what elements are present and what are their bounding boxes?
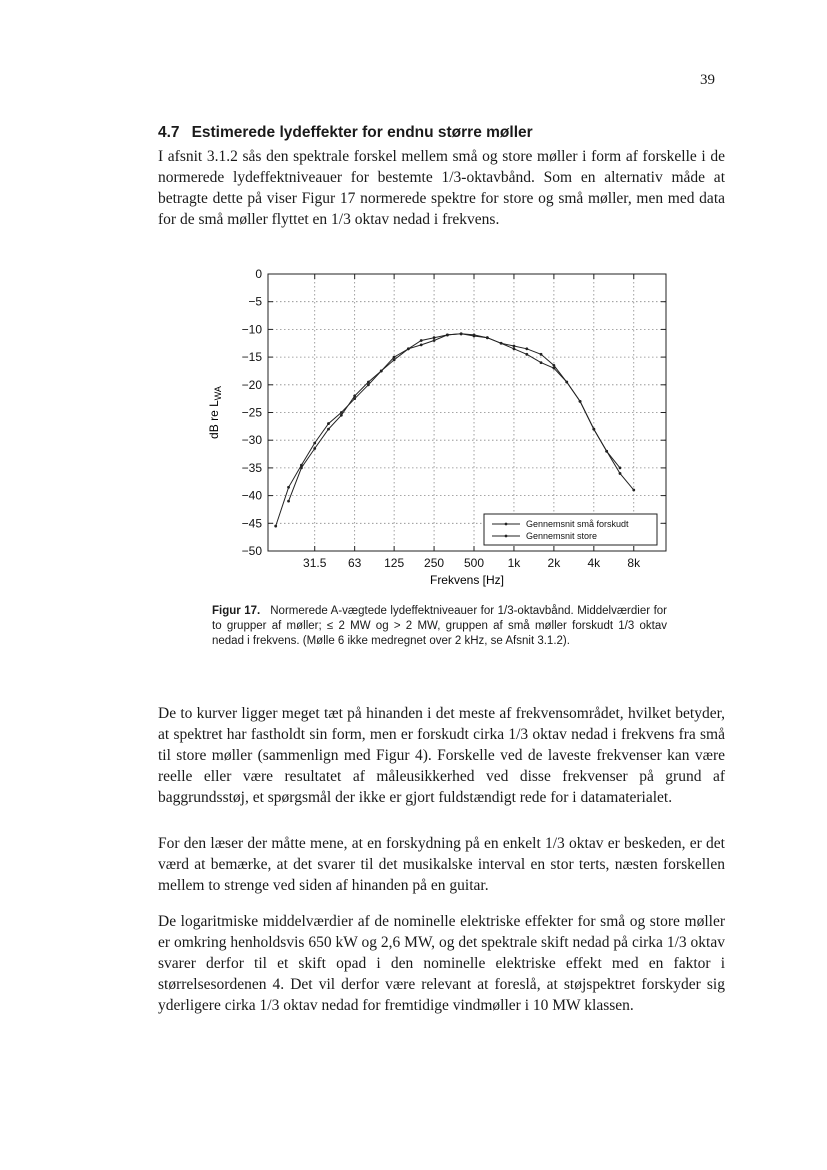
x-tick-label: 2k: [547, 556, 561, 570]
data-point: [287, 486, 290, 489]
data-point: [327, 428, 330, 431]
data-point: [525, 347, 528, 350]
legend-label: Gennemsnit store: [526, 531, 598, 541]
data-point: [433, 339, 436, 342]
data-point: [300, 467, 303, 470]
data-point: [393, 356, 396, 359]
grid: [268, 274, 666, 551]
series-layer: [274, 332, 635, 527]
data-point: [540, 361, 543, 364]
section-heading: [158, 124, 533, 142]
data-point: [420, 339, 423, 342]
data-point: [393, 358, 396, 361]
spectrum-chart: [196, 262, 676, 592]
paragraph-intro: I afsnit 3.1.2 sås den spektrale forskel mellem små og store møller i form af forskelle i de normerede lydeffektniveauer for bestemte 1/3-oktavbånd. Som en alternativ måde at betragte dette på viser Figur 17 normerede spektre for store og små møller, men med data for de små møller flyttet en 1/3 oktav nedad i frekvens.: [158, 148, 725, 228]
y-tick-label: −20: [241, 377, 262, 392]
y-tick-label: −25: [241, 405, 262, 420]
legend-marker: [505, 523, 508, 526]
y-tick-label: −5: [248, 294, 262, 309]
legend-marker: [505, 535, 508, 538]
x-tick-label: 31.5: [303, 556, 327, 570]
data-point: [540, 353, 543, 356]
paragraph-power-scaling: De logaritmiske middelværdier af de nominelle elektriske effekter for små og store møller er omkring henholdsvis 650 kW og 2,6 MW, og det spektrale skift nedad på cirka 1/3 oktav svarer derfor til et skift opad i den nominelle elektriske effekt med en faktor i størrelsesordenen 4. Det vil derfor være relevant at foreslå, at støjspektret forskyder sig yderligere cirka 1/3 oktav nedad for fremtidige vindmøller i 10 MW klassen.: [158, 913, 725, 1014]
data-point: [565, 381, 568, 384]
paragraph-third-octave: For den læser der måtte mene, at en forskydning på en enkelt 1/3 oktav er beskeden, er det værd at bemærke, at det svarer til det musikalske interval en stor terts, næsten forskellen mellem to strenge ved siden af hinanden på en guitar.: [158, 835, 725, 894]
y-tick-label: −50: [241, 544, 262, 558]
data-point: [473, 334, 476, 337]
data-point: [433, 336, 436, 339]
data-point: [632, 489, 635, 492]
figure-caption-text: Normerede A-vægtede lydeffektniveauer for 1/3-oktavbånd. Middelværdier for to grupper af møller; ≤ 2 MW og > 2 MW, gruppen af små møller forskudt 1/3 oktav nedad i frekvens. (Mølle 6 ikke medregnet over 2 kHz, se Afsnit 3.1.2).: [212, 605, 667, 647]
data-point: [513, 345, 516, 348]
data-point: [353, 394, 356, 397]
section-title: Estimerede lydeffekter for endnu større møller: [191, 124, 533, 141]
y-tick-label: −30: [241, 433, 262, 448]
x-tick-label: 125: [384, 556, 405, 570]
plot-frame: [268, 274, 666, 551]
y-tick-label: 0: [255, 267, 262, 281]
data-point: [367, 381, 370, 384]
data-point: [420, 344, 423, 347]
data-point: [327, 422, 330, 425]
x-tick-label: 250: [424, 556, 445, 570]
data-point: [313, 447, 316, 450]
page-number: 39: [700, 72, 715, 88]
data-point: [592, 428, 595, 431]
y-tick-label: −15: [241, 350, 262, 365]
data-point: [500, 342, 503, 345]
data-point: [619, 472, 622, 475]
data-point: [313, 442, 316, 445]
legend-label: Gennemsnit små forskudt: [526, 519, 629, 529]
data-point: [486, 336, 489, 339]
data-point: [552, 367, 555, 370]
y-tick-label: −45: [241, 516, 262, 531]
data-point: [367, 383, 370, 386]
data-point: [380, 370, 383, 373]
data-point: [287, 500, 290, 503]
data-point: [619, 467, 622, 470]
data-point: [552, 364, 555, 367]
y-axis-label: dB re $L_{WA}$: [207, 386, 223, 439]
x-axis-label: Frekvens [Hz]: [429, 573, 505, 587]
data-point: [460, 332, 463, 335]
x-tick-label: 1k: [507, 556, 521, 570]
x-tick-label: 4k: [587, 556, 601, 570]
data-point: [513, 347, 516, 350]
figure-label: Figur 17.: [212, 605, 261, 617]
data-point: [340, 414, 343, 417]
data-point: [579, 400, 582, 403]
figure-17: [196, 262, 676, 592]
legend: [484, 514, 657, 545]
data-point: [605, 450, 608, 453]
data-point: [407, 347, 410, 350]
y-tick-label: −35: [241, 460, 262, 475]
paragraph-curves: De to kurver ligger meget tæt på hinanden i det meste af frekvensområdet, hvilket betyder, at spektret har fastholdt sin form, men er forskudt cirka 1/3 oktav nedad i frekvens fra små til store møller (sammenlign med Figur 4). Forskelle ved de laveste frekvenser kan være reelle eller være resultatet af måleusikkerhed ved disse frekvenser på grund af baggrundsstøj, et spørgsmål der ikke er gjort fuldstændigt rede for i datamaterialet.: [158, 705, 725, 806]
x-tick-label: 63: [347, 556, 362, 570]
figure-caption: [212, 604, 667, 649]
section-number: 4.7: [158, 124, 180, 141]
y-tick-label: −40: [241, 488, 262, 503]
data-point: [274, 525, 277, 528]
data-point: [446, 334, 449, 337]
y-tick-label: −10: [241, 322, 262, 337]
series-line-2: [289, 334, 620, 501]
x-tick-label: 8k: [627, 556, 641, 570]
x-tick-label: 500: [463, 556, 485, 570]
data-point: [525, 353, 528, 356]
